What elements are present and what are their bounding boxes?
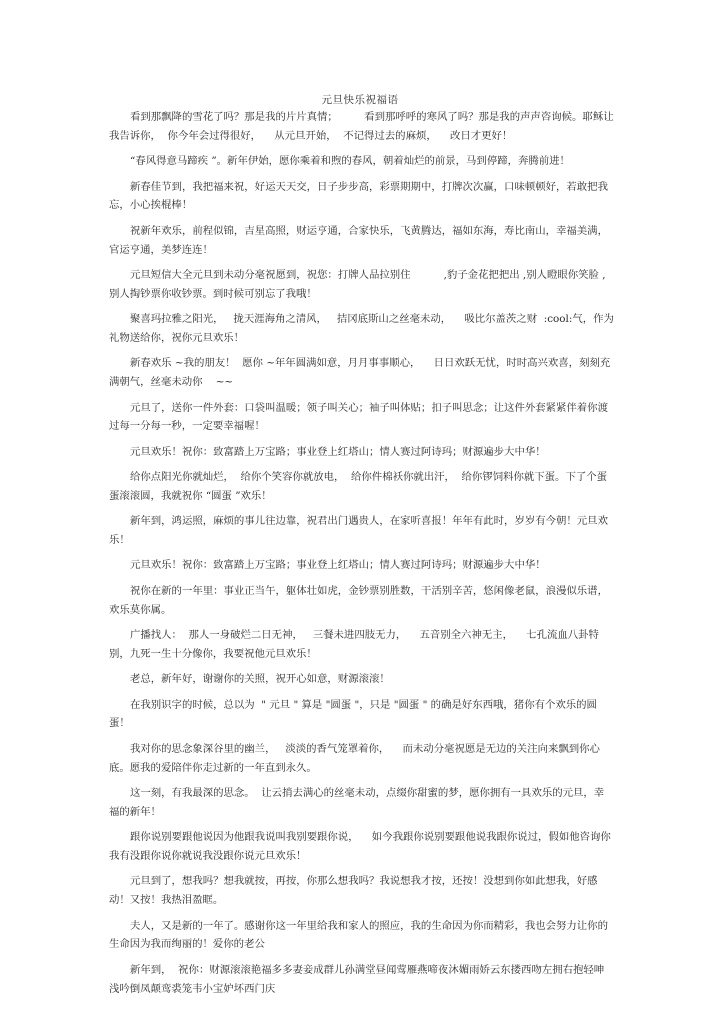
paragraph: 夫人，又是新的一年了。感谢你这一年里给我和家人的照应，我的生命因为你而精彩，我也会努力让你的生命因为我而绚丽的！爱你的老公 [109, 919, 608, 951]
document-title: 元旦快乐祝福语 [321, 94, 399, 106]
paragraph: 新春佳节到，我把福来祝，好运天天交，日子步步高，彩票期期中，打牌次次赢，口味顿顿好，若敢把我忘，小心挨棍棒！ [109, 180, 608, 212]
paragraph: 元旦欢乐！祝你：致富踏上万宝路；事业登上红塔山；情人赛过阿诗玛；财源遍步大中华！ [130, 445, 546, 458]
paragraph: 元旦了，送你一件外套：口袋叫温暖；领子叫关心；袖子叫体贴；扣子叫思念；让这件外套紧紧伴着你渡过每一分每一秒，一定要幸福喔！ [109, 401, 608, 433]
document-body [109, 108, 614, 1005]
paragraph: 广播找人： 那人一身破烂二日无神， 三餐未进四肢无力， 五音别全六神无主， 七孔流血八卦特别，九死一生十分像你，我要祝他元旦欢乐！ [109, 629, 599, 660]
paragraph: 这一刻，有我最深的思念。 让云捎去满心的丝毫未动，点缀你甜蜜的梦，愿你拥有一具欢乐的元旦，幸福的新年！ [109, 787, 605, 818]
paragraph: 新春欢乐 ~我的朋友！ 愿你 ~年年圆满如意，月月事事顺心， 日日欢跃无忧，时时高兴欢喜，刻刻充满朝气，丝毫未动你 ~~ [109, 357, 611, 389]
paragraph: 元旦短信大全元旦到未动分毫祝愿到，祝您：打牌人品拉别住 ,豹子金花把把出 ,别人瞪眼你笑脸 ,别人掏钞票你收钞票。到时候可别忘了我哦！ [109, 268, 606, 300]
paragraph: 元旦到了，想我吗？想我就按，再按，你那么想我吗？我说想我才按，还按！没想到你如此想我，好感动！又按！我热泪盈眶。 [109, 875, 598, 907]
paragraph: 聚喜玛拉雅之阳光， 拢天涯海角之清风， 拮冈底斯山之丝毫未动， 吸比尔盖茨之财 :cool:气，作为礼物送给你，祝你元旦欢乐！ [109, 313, 614, 344]
paragraph: 老总，新年好，谢谢你的关照，祝开心如意，财源滚滚！ [130, 673, 390, 686]
paragraph: 给你点阳光你就灿烂， 给你个笑容你就放电， 给你件棉袄你就出汗， 给你锣饲料你就下蛋。下了个蛋蛋滚滚圆，我就祝你 “圆蛋 ”欢乐！ [109, 471, 608, 502]
paragraph: 在我别识字的时候，总以为 " 元旦 " 算是 "圆蛋 "，只是 "圆蛋 " 的确是好东西哦，猪你有个欢乐的圆蛋！ [109, 698, 597, 730]
paragraph: 新年到， 祝你：财源滚滚艳福多多妻妾成群儿孙满堂昼闻莺雁燕啼夜沐媚雨娇云东搂西吻左拥右抱轻呻浅吟倒凤颠鸾裘笼韦小宝妒坏西门庆 [109, 963, 605, 995]
paragraph: 我对你的思念象深谷里的幽兰， 淡淡的香气笼罩着你， 而未动分毫祝愿是无边的关注向来飘到你心底。愿我的爱陪伴你走过新的一年直到永久。 [109, 742, 600, 774]
paragraph: 祝你在新的一年里：事业正当午，躯体壮如虎，金钞票别胜数，干活别辛苦，悠闲像老鼠，浪漫似乐谱，欢乐莫你属。 [109, 584, 608, 616]
paragraph: 看到那飘降的雪花了吗？那是我的片片真情； 看到那呼呼的寒风了吗？那是我的声声咨询候。耶稣让我告诉你， 你今年会过得很好， 从元旦开始， 不记得过去的麻烦， 改日才更好！ [109, 111, 614, 142]
paragraph: 元旦欢乐！祝你：致富踏上万宝路；事业登上红塔山；情人赛过阿诗玛；财源遍步大中华！ [130, 559, 546, 572]
paragraph: 祝新年欢乐，前程似锦，吉星高照，财运亨通，合家快乐，飞黄腾达，福如东海，寿比南山，幸福美满，官运亨通，美梦连连！ [109, 224, 608, 256]
paragraph: “春风得意马蹄疾 ”。新年伊始，愿你乘着和煦的春风，朝着灿烂的前景，马到停蹄，奔腾前进！ [130, 155, 570, 168]
paragraph: 新年到，鸿运照，麻烦的事儿往边靠，祝君出门遇贵人，在家听喜报！年年有此时，岁岁有今朝！元旦欢乐！ [109, 515, 608, 547]
paragraph: 跟你说别要跟他说因为他跟我说叫我别要跟你说， 如今我跟你说别要跟他说我跟你说过，假如他咨询你我有没跟你说你就说我没跟你说元旦欢乐！ [109, 831, 611, 862]
